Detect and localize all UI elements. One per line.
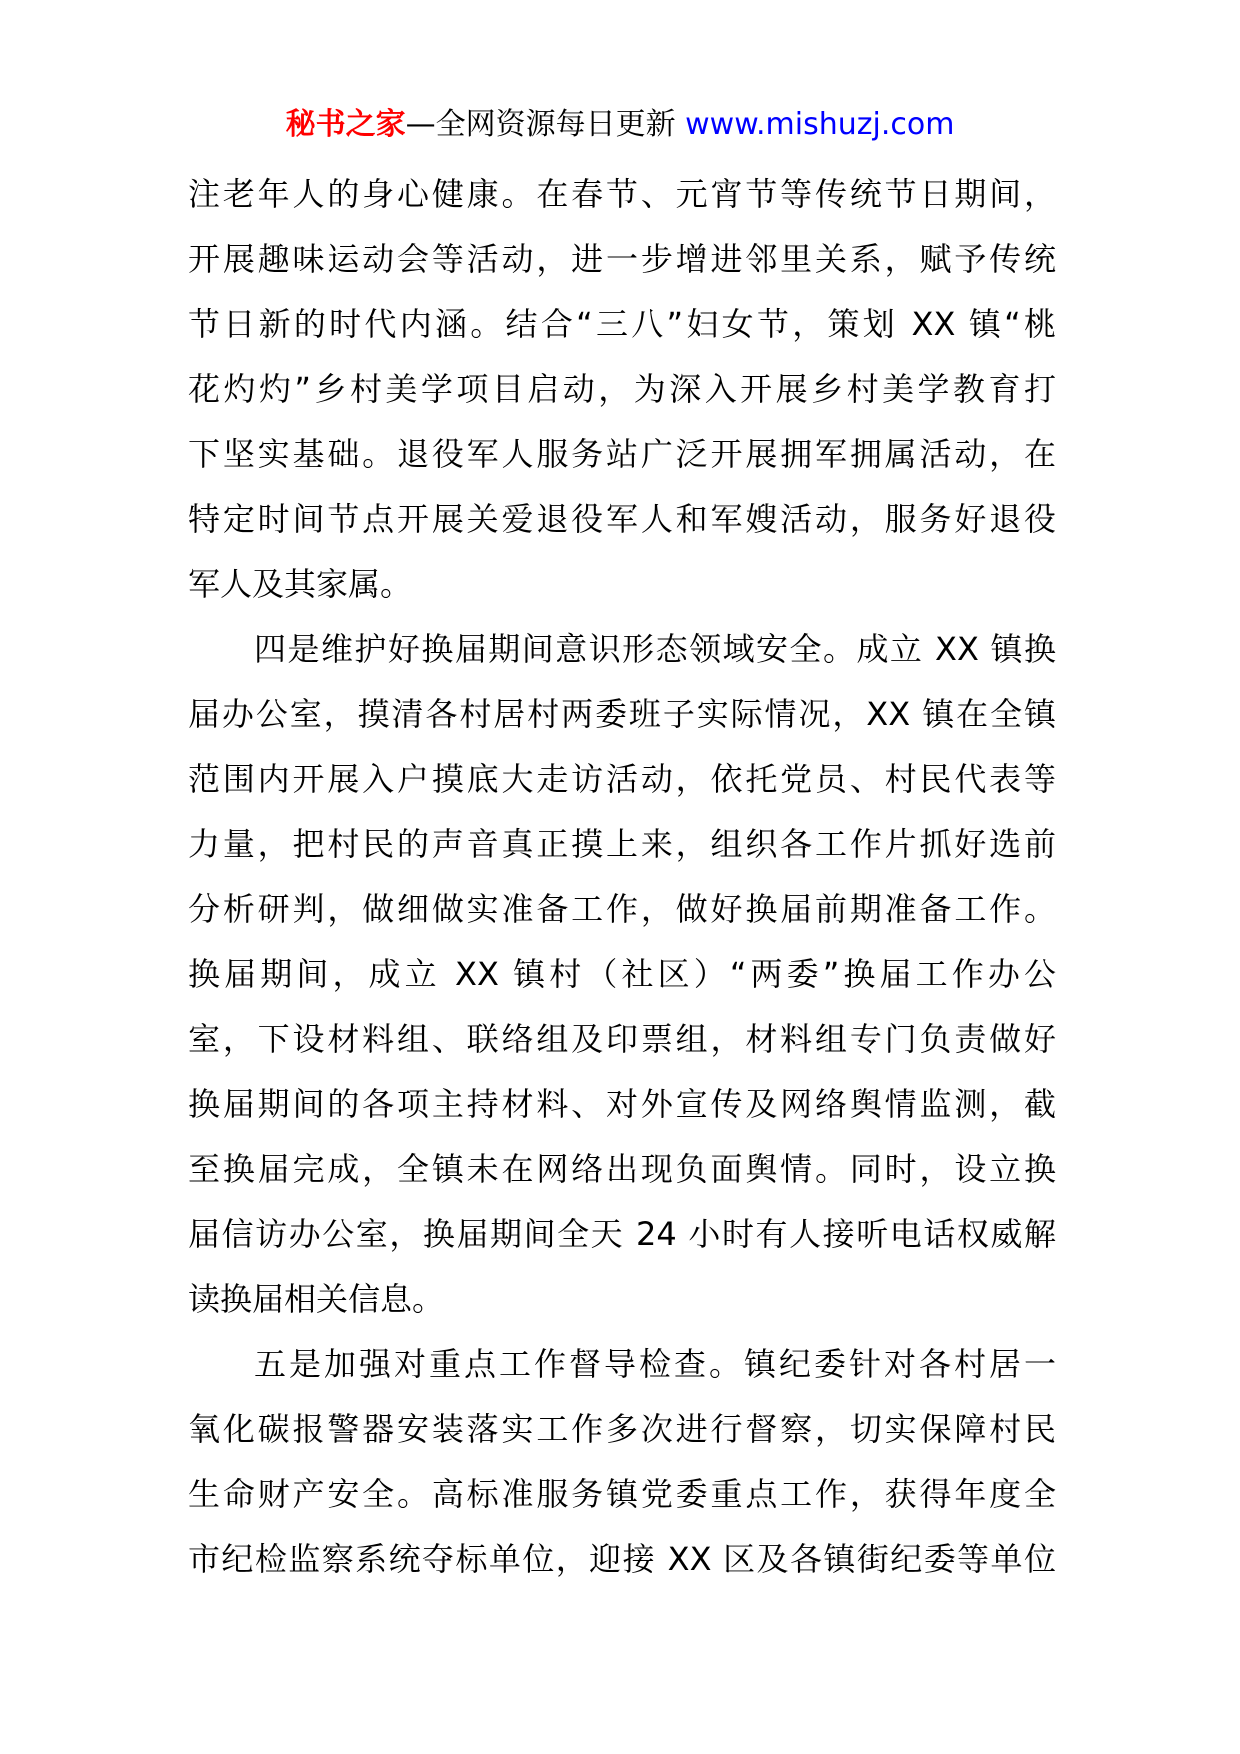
text-line: 室，下设材料组、联络组及印票组，材料组专门负责做好 [188, 1020, 1056, 1058]
paragraph [188, 617, 1056, 1332]
text-line: 特定时间节点开展关爱退役军人和军嫂活动，服务好退役 [188, 500, 1056, 538]
paragraph [188, 162, 1056, 617]
text-line: 范围内开展入户摸底大走访活动，依托党员、村民代表等 [188, 760, 1056, 798]
text-line: 军人及其家属。 [188, 565, 413, 603]
text-line: 开展趣味运动会等活动，进一步增进邻里关系，赋予传统 [188, 240, 1056, 278]
site-url-link[interactable]: www.mishuzj.com [685, 107, 955, 142]
text-line: 分析研判，做细做实准备工作，做好换届前期准备工作。 [188, 890, 1056, 928]
text-line: 届信访办公室，换届期间全天 24 小时有人接听电话权威解 [188, 1215, 1056, 1253]
text-line: 届办公室，摸清各村居村两委班子实际情况，XX 镇在全镇 [188, 695, 1056, 733]
text-line: 换届期间的各项主持材料、对外宣传及网络舆情监测，截 [188, 1085, 1056, 1123]
text-line: 市纪检监察系统夺标单位，迎接 XX 区及各镇街纪委等单位 [188, 1540, 1056, 1578]
text-line: 力量，把村民的声音真正摸上来，组织各工作片抓好选前 [188, 825, 1056, 863]
text-line: 五是加强对重点工作督导检查。镇纪委针对各村居一 [254, 1345, 1056, 1383]
text-line: 花灼灼”乡村美学项目启动，为深入开展乡村美学教育打 [188, 370, 1056, 408]
text-line: 至换届完成，全镇未在网络出现负面舆情。同时，设立换 [188, 1150, 1056, 1188]
text-line: 氧化碳报警器安装落实工作多次进行督察，切实保障村民 [188, 1410, 1056, 1448]
header-tagline: —全网资源每日更新 [405, 107, 676, 142]
text-line: 生命财产安全。高标准服务镇党委重点工作，获得年度全 [188, 1475, 1056, 1513]
paragraph [188, 1332, 1056, 1592]
document-body [188, 162, 1056, 1592]
text-line: 四是维护好换届期间意识形态领域安全。成立 XX 镇换 [254, 630, 1056, 668]
text-line: 下坚实基础。退役军人服务站广泛开展拥军拥属活动，在 [188, 435, 1056, 473]
text-line: 换届期间，成立 XX 镇村（社区）“两委”换届工作办公 [188, 955, 1056, 993]
text-line: 读换届相关信息。 [188, 1280, 445, 1318]
text-line: 节日新的时代内涵。结合“三八”妇女节，策划 XX 镇“桃 [188, 305, 1056, 343]
site-header [0, 100, 1240, 150]
text-line: 注老年人的身心健康。在春节、元宵节等传统节日期间， [188, 175, 1056, 213]
brand-name: 秘书之家 [285, 107, 406, 142]
